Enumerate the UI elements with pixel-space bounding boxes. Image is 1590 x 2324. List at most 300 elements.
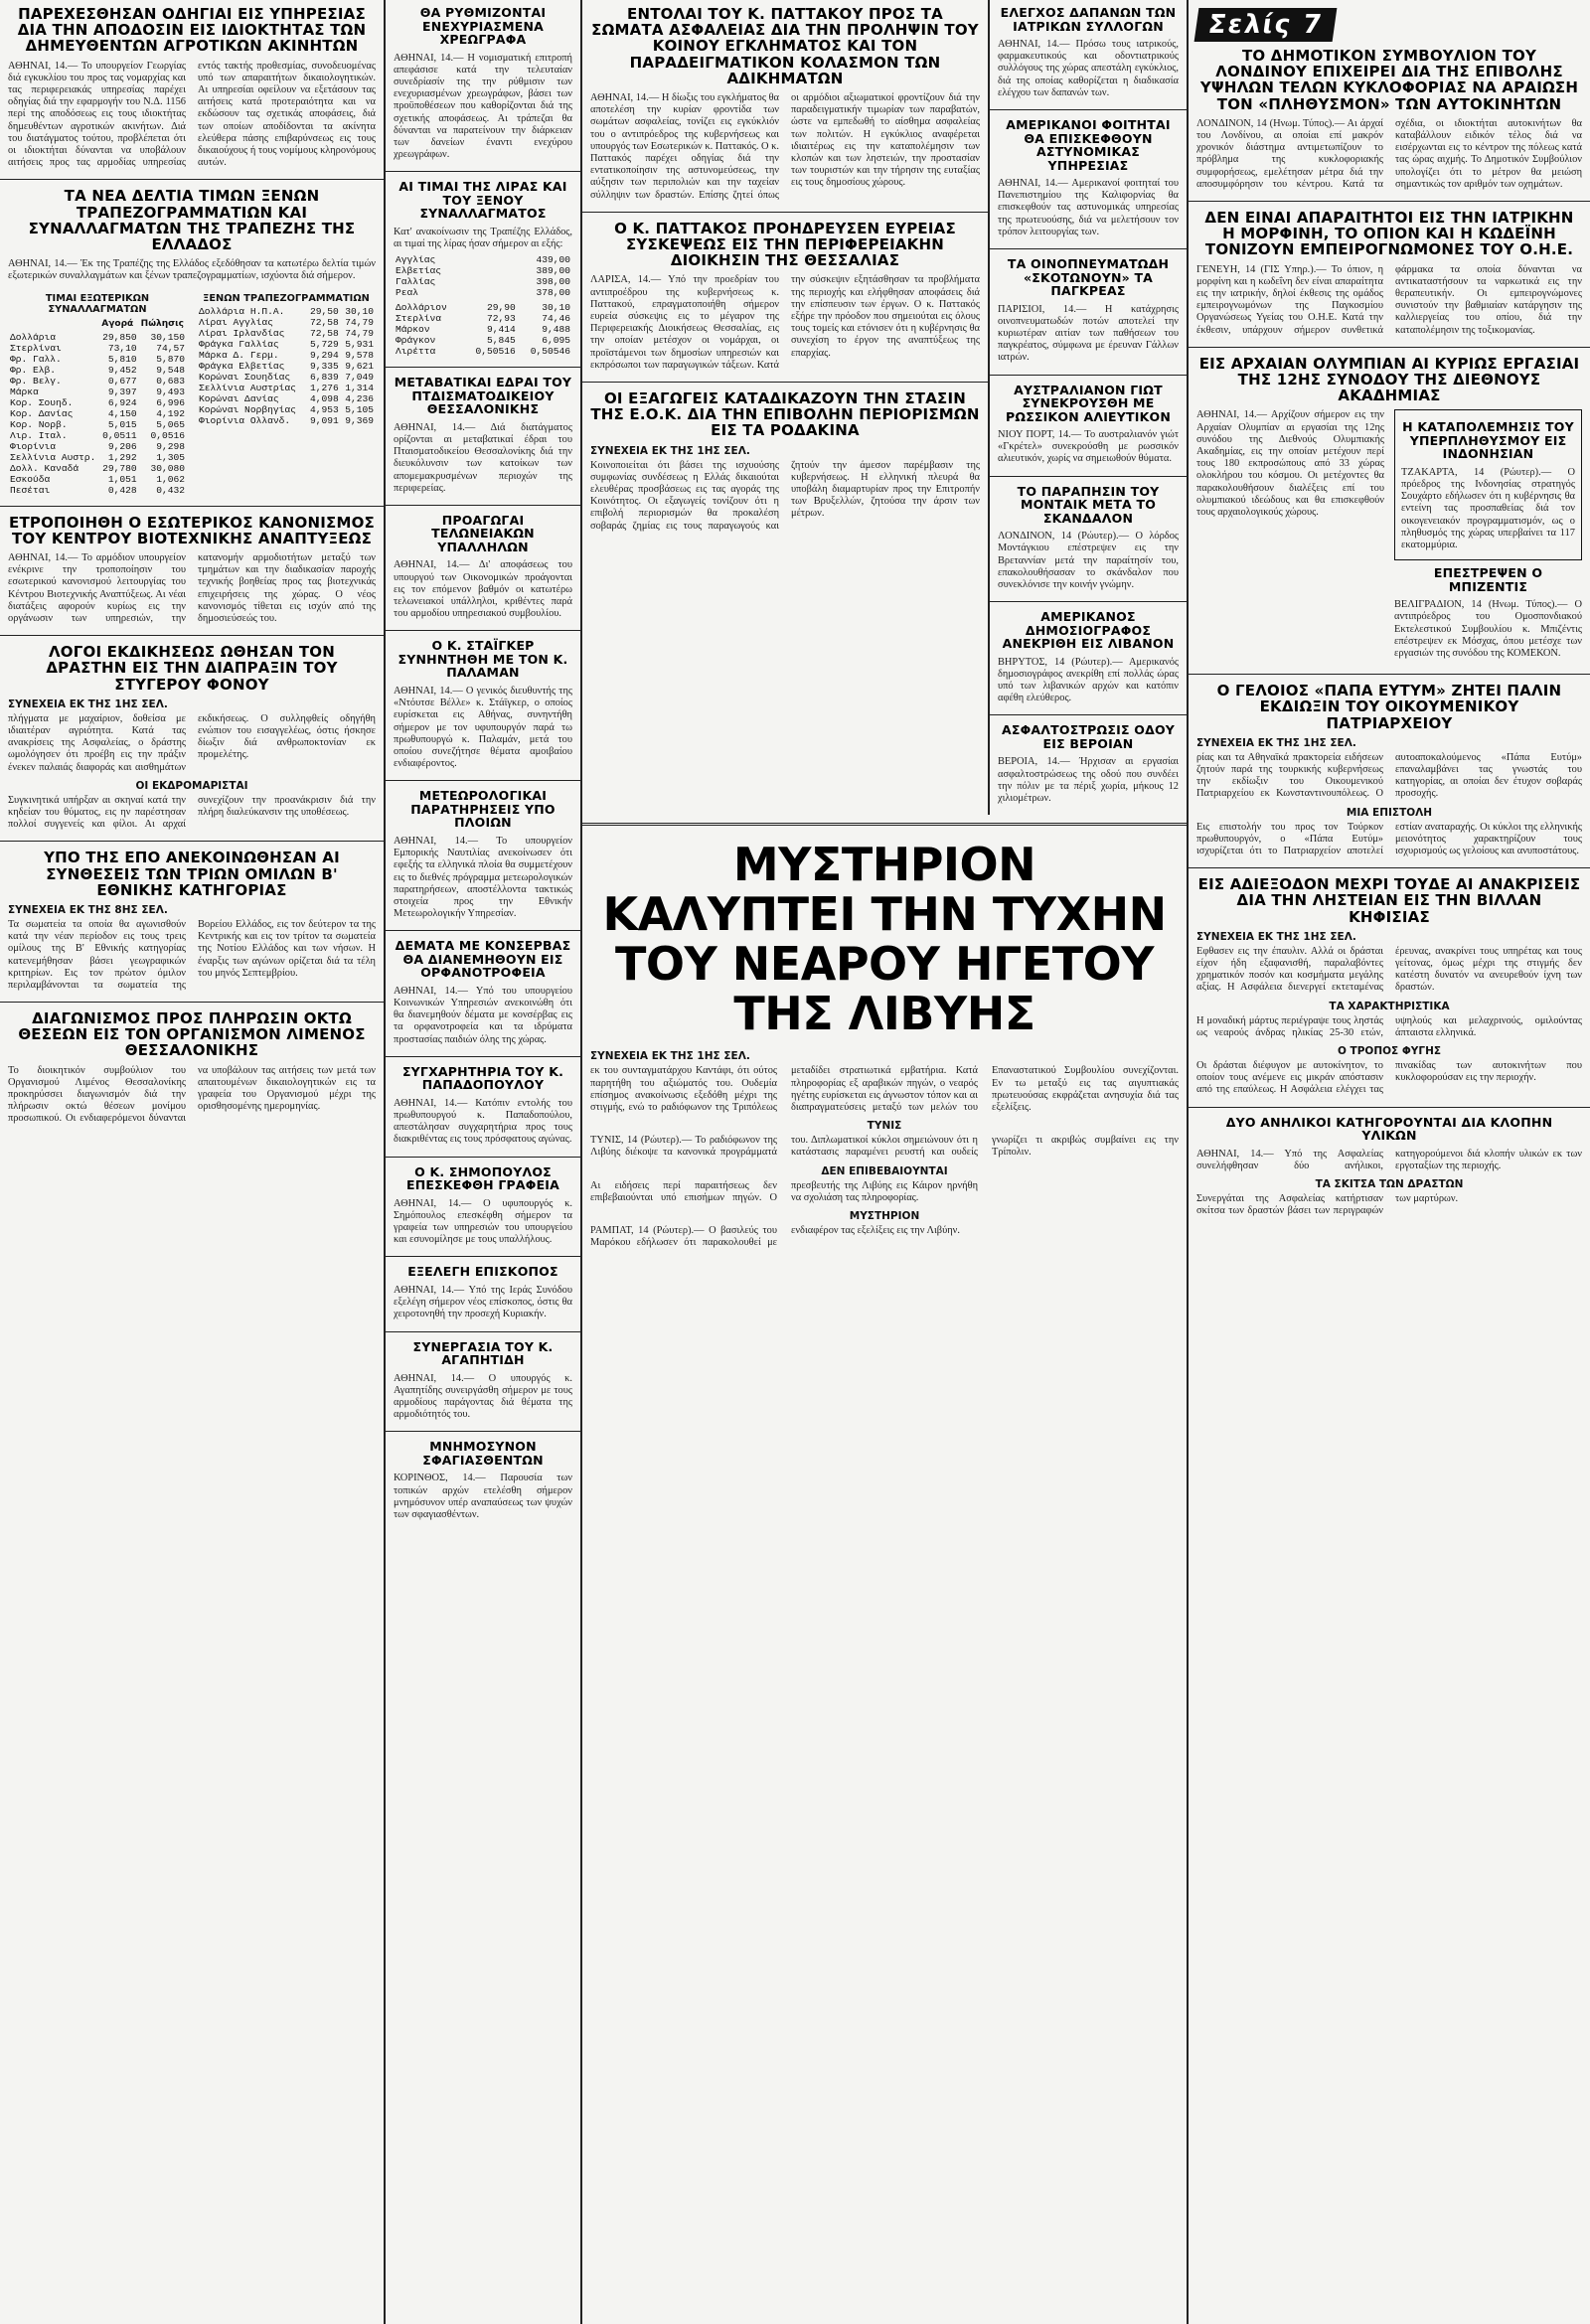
- headline: ΔΙΑΓΩΝΙΣΜΟΣ ΠΡΟΣ ΠΛΗΡΩΣΙΝ ΟΚΤΩ ΘΕΣΕΩΝ ΕΙΣ ΤΟΝ ΟΡΓΑΝΙΣΜΟΝ ΛΙΜΕΝΟΣ ΘΕΣΣΑΛΟΝΙΚΗΣ: [18, 1009, 366, 1060]
- rate-value: 9,369: [345, 414, 374, 426]
- column-2: [386, 0, 580, 2324]
- article-veria-road: [998, 723, 1179, 805]
- rate-value: 72,58: [309, 316, 339, 328]
- rate-value: 9,493: [156, 386, 185, 397]
- rate-value: 1,276: [309, 382, 339, 393]
- column-header: [8, 317, 99, 332]
- rate-value: 6,924: [107, 396, 137, 408]
- article-body: ΒΗΡΥΤΟΣ, 14 (Ρώυτερ).— Αμερικανός δημοσιογράφος ανεκρίθη επί πολλάς ώρας υπό των λιβανικών αρχών και κατόπιν αφέθη ελεύθερος.: [998, 656, 1179, 704]
- rate-value: 5,065: [156, 418, 185, 430]
- table-row: [8, 332, 187, 343]
- rate-value: 0,0511: [102, 429, 137, 441]
- divider: [386, 780, 580, 781]
- rate-value: 9,548: [156, 364, 185, 376]
- rate-value: 7,049: [345, 371, 374, 383]
- table-row: [8, 408, 187, 419]
- headline: ΑΜΕΡΙΚΑΝΟΙ ΦΟΙΤΗΤΑΙ ΘΑ ΕΠΙΣΚΕΦΘΟΥΝ ΑΣΤΥΝΟΜΙΚΑΣ ΥΠΗΡΕΣΙΑΣ: [1006, 117, 1171, 173]
- column-3: [582, 0, 1187, 2324]
- column-1: [0, 0, 384, 2324]
- headline: Ο ΓΕΛΟΙΟΣ «ΠΑΠΑ ΕΥΤΥΜ» ΖΗΤΕΙ ΠΑΛΙΝ ΕΚΔΙΩΞΙΝ ΤΟΥ ΟΙΚΟΥΜΕΝΙΚΟΥ ΠΑΤΡΙΑΡΧΕΙΟΥ: [1216, 682, 1562, 732]
- article-port-competition: [8, 1010, 376, 1126]
- table-row: [197, 393, 376, 404]
- article-body: Εις επιστολήν του προς τον Τούρκον πρωθυπουργόν, ο «Πάπα Ευτύμ» ισχυρίζεται ότι το Πατριαρχείον αποτελεί εστίαν αναταραχής. Οι κύκλοι της ελληνικής μειονότητος χαρακτηρίζουν τους ισχυρισμούς ως γελοίους και ανυποστάτους.: [1196, 821, 1582, 857]
- table-row: [8, 419, 187, 430]
- rate-value: 5,810: [107, 353, 137, 365]
- article-congratulations: [394, 1065, 572, 1147]
- table-row: [197, 306, 376, 317]
- headline: ΟΙ ΕΞΑΓΩΓΕΙΣ ΚΑΤΑΔΙΚΑΖΟΥΝ ΤΗΝ ΣΤΑΣΙΝ ΤΗΣ Ε.Ο.Κ. ΔΙΑ ΤΗΝ ΕΠΙΒΟΛΗΝ ΠΕΡΙΟΡΙΣΜΩΝ ΕΙΣ ΤΑ ΡΟΔΑΚΙΝΑ: [590, 388, 980, 440]
- currency-name: Ρεαλ: [396, 287, 419, 299]
- rate-value: 9,578: [345, 349, 374, 361]
- article-office-visit: [394, 1165, 572, 1247]
- divider: [386, 1256, 580, 1257]
- rate-value: 74,57: [156, 342, 185, 354]
- currency-name: Φρ. Ελβ.: [10, 364, 57, 376]
- currency-name: Φράγκον: [396, 335, 436, 347]
- rate-value: 29,850: [102, 331, 137, 343]
- article-minors-theft: [1196, 1116, 1582, 1218]
- divider: [1189, 347, 1590, 348]
- continued-label: ΣΥΝΕΧΕΙΑ ΕΚ ΤΗΣ 1ΗΣ ΣΕΛ.: [1196, 930, 1356, 943]
- article-body: ΑΘΗΝΑΙ, 14.— Ο υπουργός κ. Αγαπητίδης συνειργάσθη σήμερον με τους αρμοδίους παράγοντας διά θέματα της αρμοδιότητός του.: [394, 1372, 572, 1421]
- table-row: [8, 430, 187, 441]
- headline: ΤΑ ΝΕΑ ΔΕΛΤΙΑ ΤΙΜΩΝ ΞΕΝΩΝ ΤΡΑΠΕΖΟΓΡΑΜΜΑΤΙΩΝ ΚΑΙ ΣΥΝΑΛΛΑΓΜΑΤΩΝ ΤΗΣ ΤΡΑΠΕΖΗΣ ΤΗΣ ΕΛΛΑΔΟΣ: [28, 187, 356, 253]
- article-body: ΚΟΡΙΝΘΟΣ, 14.— Παρουσία των τοπικών αρχών ετελέσθη σήμερον μνημόσυνον υπέρ αναπαύσεως των ψυχών των σφαγιασθέντων.: [394, 1472, 572, 1520]
- article-alcohol-pancreas: [998, 257, 1179, 365]
- divider: [386, 505, 580, 506]
- article-pound-prices: [394, 180, 572, 357]
- article-montagu: [998, 485, 1179, 592]
- rate-value: 0,50546: [530, 346, 570, 358]
- table-row: [197, 372, 376, 383]
- currency-name: Κορώναι Νορβηγίας: [199, 403, 296, 415]
- article-body: ΑΘΗΝΑΙ, 14.— Πρόσω τους ιατρικούς, φαρμακευτικούς και οδοντιατρικούς συλλόγους της χώρας απεστάλη εγκύκλιος, διά της οποίας καθορίζεται η διαδικασία ελέγχου των δαπανών των.: [998, 39, 1179, 98]
- rate-value: 0,428: [107, 484, 137, 496]
- rate-value: 72,93: [486, 313, 516, 325]
- headline: Ο Κ. ΣΤΑΪΓΚΕΡ ΣΥΝΗΝΤΗΘΗ ΜΕ ΤΟΝ Κ. ΠΑΛΑΜΑΝ: [398, 638, 568, 681]
- article-orphanage-parcels: [394, 939, 572, 1046]
- table-row: [394, 313, 572, 324]
- table-row: [8, 485, 187, 496]
- article-body: εκ του συνταγματάρχου Καντάφι, ότι ούτος παρητήθη του αξιώματός του. Ουδεμία επίσημος ανακοίνωσις εξεδόθη μέχρι της στιγμής, ενώ το ραδιόφωνον της Τριπόλεως μεταδίδει στρατιωτικά εμβατήρια. Κατά πληροφορίας εξ αραβικών πηγών, ο νεαρός ηγέτης ευρίσκεται εις άγνωστον τόπον και αι διαπραγματεύσεις μεταξύ των μελών του Επαναστατικού Συμβουλίου συνεχίζονται. Εν τω μεταξύ εις τας αιγυπτιακάς πρωτευούσας εκφράζεται ανησυχία διά τας εξελίξεις.: [590, 1065, 1179, 1113]
- rate-value: 5,729: [309, 338, 339, 350]
- center-right: [990, 0, 1187, 815]
- table-row: [197, 339, 376, 350]
- rate-value: 1,051: [107, 473, 137, 485]
- article-pattakos-thessaly: [590, 221, 980, 372]
- headline: ΕΤΡΟΠΟΙΗΘΗ Ο ΕΣΩΤΕΡΙΚΟΣ ΚΑΝΟΝΙΣΜΟΣ ΤΟΥ ΚΕΝΤΡΟΥ ΒΙΟΤΕΧΝΙΚΗΣ ΑΝΑΠΤΥΞΕΩΣ: [9, 513, 375, 547]
- article-body: Οι δράσται διέφυγον με αυτοκίνητον, το οποίον τους ανέμενε εις μικράν απόστασιν από της επαύλεως. Η Ασφάλεια ελέγχει τας πινακίδας των αυτοκινήτων που κυκλοφορούσαν εις την περιοχήν.: [1196, 1060, 1582, 1096]
- divider: [386, 1157, 580, 1158]
- rate-value: 378,00: [536, 287, 570, 299]
- currency-name: Φράγκα Γαλλίας: [199, 338, 279, 350]
- table-row: [394, 324, 572, 335]
- article-body: ΑΘΗΝΑΙ, 14.— Η δίωξις του εγκλήματος θα αποτελέση την κυρίαν φροντίδα των σωμάτων ασφαλείας, τονίζει εις εγκύκλιόν του ο αντιπρόεδρος της κυβερνήσεως και υπουργός των Εσωτερικών κ. Παττακός. Ο κ. Παττακός παρέχει οδηγίας διά την εντατικοποίησιν της αστυνομεύσεως, την αύξησιν των περιπολιών και την ταχείαν σύλληψιν των δραστών. Επίσης ζητεί όπως οι αρμόδιοι αξιωματικοί φροντίζουν διά την παραδειγματικήν τιμωρίαν των παραβατών, ώστε να εμπεδωθή το αίσθημα ασφαλείας των πολιτών. Η εγκύκλιος αναφέρεται ιδιαιτέρως εις την καταπολέμησιν των κλοπών και των ληστειών, την προστασίαν των τουριστών και την τήρησιν της ευταξίας εις τους δημοσίους χώρους.: [590, 91, 980, 201]
- divider: [386, 1331, 580, 1332]
- article-body: πλήγματα με μαχαίριον, δοθείσα με ιδιαιτέραν αγριότητα. Κατά τας ανακρίσεις της Ασφαλείας, ο δράστης ωμολόγησεν ότι προέβη εις την πράξιν ένεκεν παλαιάς διαφοράς και αισθημάτων εκδικήσεως. Ο συλληφθείς οδηγήθη ενώπιον του εισαγγελέως, όστις ήσκησε δίωξιν διά ανθρωποκτονίαν εκ προμελέτης.: [8, 712, 376, 773]
- continued-label: ΣΥΝΕΧΕΙΑ ΕΚ ΤΗΣ 1ΗΣ ΣΕΛ.: [1196, 736, 1356, 749]
- currency-name: Φιορίνια: [10, 440, 57, 452]
- table-row: [197, 317, 376, 328]
- section-heading: ΤΑ ΣΚΙΤΣΑ ΤΩΝ ΔΡΑΣΤΩΝ: [1315, 1178, 1464, 1191]
- article-pattakos-orders: [590, 6, 980, 202]
- column-4: [1189, 0, 1590, 2324]
- article-customs-promotions: [394, 514, 572, 621]
- table-row: [197, 350, 376, 361]
- section-heading: ΤΥΝΙΣ: [867, 1120, 902, 1133]
- headline: ΜΕΤΕΩΡΟΛΟΓΙΚΑΙ ΠΑΡΑΤΗΡΗΣΕΙΣ ΥΠΟ ΠΛΟΙΩΝ: [410, 788, 556, 831]
- headline: ΜΕΤΑΒΑΤΙΚΑΙ ΕΔΡΑΙ ΤΟΥ ΠΤΔΙΣΜΑΤΟΔΙΚΕΙΟΥ ΘΕΣΣΑΛΟΝΙΚΗΣ: [394, 375, 572, 417]
- rate-value: 389,00: [536, 265, 570, 277]
- currency-name: Λιρ. Ιταλ.: [10, 429, 68, 441]
- article-body: ΑΘΗΝΑΙ, 14.— Αμερικανοί φοιτηταί του Πανεπιστημίου της Καλιφορνίας θα επισκεφθούν τας αστυνομικάς υπηρεσίας της πρωτευούσης, διά να μελετήσουν τον τρόπον λειτουργίας των.: [998, 178, 1179, 237]
- article-body: ΑΘΗΝΑΙ, 14.— Δι' αποφάσεως του υπουργού των Οικονομικών προάγονται εις τον επόμενον βαθμόν οι κατωτέρω τελωνειακοί υπάλληλοι, κριθέντες παρά του αρμοδίου υπηρεσιακού συμβουλίου.: [394, 559, 572, 620]
- divider: [582, 382, 988, 383]
- divider: [0, 1002, 384, 1003]
- article-peach-exports: [590, 390, 980, 533]
- currency-name: Κορ. Δανίας: [10, 407, 74, 419]
- article-body: ΑΘΗΝΑΙ, 14.— Το αρμόδιον υπουργείον ενέκρινε την τροποποίησιν του εσωτερικού κανονισμού λειτουργίας του Κέντρου Βιοτεχνικής Αναπτύξεως. Αι νέαι διατάξεις αφορούν κυρίως εις την οργάνωσιν των υπηρεσιών, την κατανομήν αρμοδιοτήτων μεταξύ των τμημάτων και την διαδικασίαν παροχής τεχνικής βοηθείας προς τας βιοτεχνικάς επιχειρήσεις της χώρας. Ο νέος κανονισμός τίθεται εις ισχύν από της δημοσιεύσεώς του.: [8, 551, 376, 624]
- article-yacht-collision: [998, 384, 1179, 466]
- table-title: ΤΙΜΑΙ ΕΞΩΤΕΡΙΚΩΝ ΣΥΝΑΛΛΑΓΜΑΤΩΝ: [45, 292, 150, 315]
- rate-value: 9,621: [345, 360, 374, 372]
- main-headline: ΜΥΣΤΗΡΙΟΝ ΚΑΛΥΠΤΕΙ ΤΗΝ ΤΥΧΗΝ ΤΟΥ ΝΕΑΡΟΥ ΗΓΕΤΟΥ ΤΗΣ ΛΙΒΥΗΣ: [602, 838, 1167, 1041]
- continued-label: ΣΥΝΕΧΕΙΑ ΕΚ ΤΗΣ 1ΗΣ ΣΕΛ.: [8, 697, 168, 710]
- page-masthead: [1196, 8, 1582, 42]
- rate-value: 439,00: [536, 254, 570, 266]
- article-body: Το διοικητικόν συμβούλιον του Οργανισμού Λιμένος Θεσσαλονίκης προκηρύσσει διαγωνισμόν διά την πλήρωσιν οκτώ θέσεων μονίμου προσωπικού. Οι ενδιαφερόμενοι δύνανται να υποβάλουν τας αιτήσεις των μετά των απαιτουμένων δικαιολογητικών εις τα γραφεία του Οργανισμού μέχρι της ορισθησομένης ημερομηνίας.: [8, 1064, 376, 1125]
- currency-name: Εσκούδα: [10, 473, 51, 485]
- section-heading: ΔΕΝ ΕΠΙΒΕΒΑΙΟΥΝΤΑΙ: [821, 1164, 948, 1177]
- article-court-seats: [394, 376, 572, 495]
- rate-value: 9,206: [107, 440, 137, 452]
- article-row: [1196, 409, 1582, 664]
- divider: [386, 1431, 580, 1432]
- currency-name: Λιρέττα: [396, 346, 436, 358]
- currency-name: Κορώναι Δανίας: [199, 392, 279, 404]
- article-football-groups: [8, 850, 376, 992]
- divider: [990, 476, 1187, 477]
- article-body: ΑΘΗΝΑΙ, 14.— Το υπουργείον Γεωργίας διά εγκυκλίου του προς τας νομαρχίας και τας περιφερειακάς υπηρεσίας παρέχει οδηγίας διά την εφαρμογήν του Ν.Δ. 1156 περί της αποδόσεως εις τους ιδιοκτήτας δημευθέντων αγροτικών ακινήτων. Διά του διατάγματος τούτου, προβλέπεται ότι οι ιδιοκτήται δύνανται να υποβάλουν αιτήσεις προς τας αρμοδίας υπηρεσίας εντός τακτής προθεσμίας, συνοδευομένας υπό των απαραιτήτων δικαιολογητικών. Αι υπηρεσίαι οφείλουν να εξετάσουν τας αιτήσεις κατά προτεραιότητα και να εκδώσουν τας σχετικάς αποφάσεις, διά των οποίων αποδίδονται τα ακίνητα ελεύθερα πάσης επιβαρύνσεως εις τους δικαιούχους ή τους νομίμους κληρονόμους αυτών.: [8, 60, 376, 169]
- article-body: Εφθασεν εις την έπαυλιν. Αλλά οι δράσται είχον ήδη εξαφανισθή, παραλαβόντες χρηματικόν ποσόν και κοσμήματα μεγάλης αξίας. Η Ασφάλεια διενεργεί εκτεταμένας έρευνας, ανακρίνει τους υπηρέτας και τους γείτονας, όμως μέχρι της στιγμής δεν κατέστη δυνατόν να ανευρεθούν ίχνη των δραστών.: [1196, 945, 1582, 994]
- table-row: [394, 287, 572, 298]
- table-row: [394, 335, 572, 346]
- table-row: [8, 463, 187, 474]
- table-row: [197, 404, 376, 415]
- rate-value: 1,314: [345, 382, 374, 393]
- headline: ΠΑΡΕΧΕΣΘΗΣΑΝ ΟΔΗΓΙΑΙ ΕΙΣ ΥΠΗΡΕΣΙΑΣ ΔΙΑ ΤΗΝ ΑΠΟΔΟΣΙΝ ΕΙΣ ΙΔΙΟΚΤΗΤΑΣ ΤΩΝ ΔΗΜΕΥΘΕΝΤΩΝ ΑΓΡΟΤΙΚΩΝ ΑΚΙΝΗΤΩΝ: [17, 5, 367, 56]
- article-body: ΛΑΡΙΣΑ, 14.— Υπό την προεδρίαν του αντιπροέδρου της κυβερνήσεως κ. Παττακού, επραγματοποιήθη σήμερον ευρεία σύσκεψις εις το μέγαρον της Περιφερειακής Διοικήσεως Θεσσαλίας, εις την οποίαν μετέσχον οι νομάρχαι, οι προϊστάμενοι των δημοσίων υπηρεσιών και εκπρόσωποι των παραγωγικών τάξεων. Κατά την σύσκεψιν εξητάσθησαν τα προβλήματα της περιοχής και ελήφθησαν αποφάσεις διά την επίσπευσιν των έργων. Ο κ. Παττακός εξήρε την πρόοδον που σημειούται εις όλους τους τομείς και ετόνισεν ότι η κυβέρνησις θα συνεχίση το έργον της αναπτύξεως της επαρχίας.: [590, 274, 980, 371]
- article-body: ΝΙΟΥ ΠΟΡΤ, 14.— Το αυστραλιανόν γιώτ «Γκρέτελ» συνεκρούσθη με ρωσσικόν αλιευτικόν, χωρίς να σημειωθούν θύματα.: [998, 429, 1179, 465]
- divider: [990, 601, 1187, 602]
- table-row: [8, 376, 187, 387]
- headline: ΤΑ ΟΙΝΟΠΝΕΥΜΑΤΩΔΗ «ΣΚΟΤΩΝΟΥΝ» ΤΑ ΠΑΓΚΡΕΑΣ: [1007, 256, 1170, 299]
- rate-value: 6,095: [542, 335, 570, 347]
- headline: ΕΠΕΣΤΡΕΨΕΝ Ο ΜΠΙΖΕΝΤΙΣ: [1433, 565, 1543, 594]
- center-left: [582, 0, 988, 815]
- table-row: [197, 383, 376, 393]
- boxed-article: [1394, 409, 1582, 560]
- article-revenge-murder: [8, 644, 376, 831]
- rate-value: 74,79: [345, 316, 374, 328]
- headline: ΣΥΓΧΑΡΗΤΗΡΙΑ ΤΟΥ Κ. ΠΑΠΑΔΟΠΟΥΛΟΥ: [401, 1063, 564, 1093]
- table-row: [8, 452, 187, 463]
- article-body: Κοινοποιείται ότι βάσει της ισχυούσης συμφωνίας συνδέσεως η Ελλάς δικαιούται ελευθέρας προσβάσεως εις τας αγοράς της Κοινότητος. Οι εξαγωγείς τονίζουν ότι η επιβολή περιορισμών θα προκαλέση σοβαράς ζημίας εις τους παραγωγούς και ζητούν την άμεσον παρέμβασιν της κυβερνήσεως. Η ελληνική πλευρά θα υποβάλη διαμαρτυρίαν προς την Επιτροπήν των Βρυξελλών, ζητούσα την άρσιν των μέτρων.: [590, 459, 980, 532]
- article-body: ΑΘΗΝΑΙ, 14.— Κατόπιν εντολής του πρωθυπουργού κ. Παπαδοπούλου, απεστάλησαν συγχαρητήρια προς τους διακριθέντας εις τους πρόσφατους αγώνας.: [394, 1097, 572, 1146]
- divider: [1189, 1107, 1590, 1108]
- currency-name: Δολλάριον: [396, 302, 447, 314]
- section-heading: ΤΑ ΧΑΡΑΚΤΗΡΙΣΤΙΚΑ: [1329, 1000, 1450, 1012]
- article-bishop-elected: [394, 1265, 572, 1320]
- divider: [386, 930, 580, 931]
- table-row: [394, 265, 572, 276]
- rate-value: 5,870: [156, 353, 185, 365]
- rate-value: 1,062: [156, 473, 185, 485]
- headline: ΔΕΜΑΤΑ ΜΕ ΚΟΝΣΕΡΒΑΣ ΘΑ ΔΙΑΝΕΜΗΘΟΥΝ ΕΙΣ ΟΡΦΑΝΟΤΡΟΦΕΙΑ: [395, 938, 571, 981]
- headline: Η ΚΑΤΑΠΟΛΕΜΗΣΙΣ ΤΟΥ ΥΠΕΡΠΛΗΘΥΣΜΟΥ ΕΙΣ ΙΝΔΟΝΗΣΙΑΝ: [1402, 419, 1574, 462]
- article-cooperation: [394, 1340, 572, 1422]
- divider: [0, 841, 384, 842]
- article-kifissia-robbery: [1196, 876, 1582, 1096]
- currency-name: Κορ. Σουηδ.: [10, 396, 74, 408]
- section-heading: Ο ΤΡΟΠΟΣ ΦΥΓΗΣ: [1337, 1045, 1442, 1058]
- divider: [990, 714, 1187, 715]
- rate-value: 9,397: [107, 386, 137, 397]
- section-heading: ΜΙΑ ΕΠΙΣΤΟΛΗ: [1346, 806, 1433, 819]
- rate-value: 9,091: [309, 414, 339, 426]
- divider: [386, 1056, 580, 1057]
- headline: ΕΛΕΓΧΟΣ ΔΑΠΑΝΩΝ ΤΩΝ ΙΑΤΡΙΚΩΝ ΣΥΛΛΟΓΩΝ: [1000, 5, 1177, 34]
- rate-value: 73,10: [107, 342, 137, 354]
- currency-name: Λίραι Ιρλανδίας: [199, 327, 285, 339]
- article-body: ΓΕΝΕΥΗ, 14 (ΓΙΣ Υπηρ.).— Το όπιον, η μορφίνη και η κωδεΐνη δεν είναι απαραίτητα εις την ιατρικήν, δηλοί έκθεσις της ομάδος εμπειρογνωμόνων της Παγκοσμίου Οργανώσεως Υγείας του Ο.Η.Ε. Κατά την έκθεσιν, υπάρχουν σήμερον συνθετικά φάρμακα τα οποία δύνανται να αντικαταστήσουν τα ναρκωτικά εις την θεραπευτικήν. Οι εμπειρογνώμονες συνιστούν την βαθμιαίαν κατάργησιν της καλλιεργείας του οπίου, διά την καταπολέμησιν της τοξικομανίας.: [1196, 263, 1582, 336]
- column-header: Αγορά: [101, 318, 134, 329]
- continued-label: ΣΥΝΕΧΕΙΑ ΕΚ ΤΗΣ 8ΗΣ ΣΕΛ.: [8, 903, 168, 916]
- article-papa-eftim: [1196, 683, 1582, 857]
- headline: ΑΙ ΤΙΜΑΙ ΤΗΣ ΛΙΡΑΣ ΚΑΙ ΤΟΥ ΞΕΝΟΥ ΣΥΝΑΛΛΑΓΜΑΤΟΣ: [398, 179, 567, 222]
- headline: ΛΟΓΟΙ ΕΚΔΙΚΗΣΕΩΣ ΩΘΗΣΑΝ ΤΟΝ ΔΡΑΣΤΗΝ ΕΙΣ ΤΗΝ ΔΙΑΠΡΑΞΙΝ ΤΟΥ ΣΤΥΓΕΡΟΥ ΦΟΝΟΥ: [46, 643, 338, 694]
- rate-value: 9,298: [156, 440, 185, 452]
- article-ship-weather: [394, 789, 572, 920]
- article-body: ΒΕΡΟΙΑ, 14.— Ήρχισαν αι εργασίαι ασφαλτοστρώσεως της οδού που συνδέει την πόλιν με τα πέριξ χωρία, μήκους 12 χιλιομέτρων.: [998, 756, 1179, 805]
- pound-table: [394, 254, 572, 298]
- article-libya-mystery: [590, 840, 1179, 1249]
- article-body: Αι ειδήσεις περί παραιτήσεως δεν επιβεβαιούνται υπό επισήμων πηγών. Ο πρεσβευτής της Λιβύης εις Κάιρον ηρνήθη να σχολιάση τας πληροφορίας.: [590, 1179, 978, 1203]
- foreign-exchange-table: [8, 287, 187, 496]
- rate-value: 4,953: [309, 403, 339, 415]
- article-body: Κατ' ανακοίνωσιν της Τραπέζης Ελλάδος, αι τιμαί της λίρας ήσαν σήμερον αι εξής:: [394, 226, 572, 250]
- rate-value: 29,50: [309, 305, 339, 317]
- divider: [990, 109, 1187, 110]
- article-body: ΑΘΗΝΑΙ, 14.— Ο γενικός διευθυντής της «Ντόυτσε Βέλλε» κ. Στάϊγκερ, ο οποίος ευρίσκεται εις Αθήνας, συνηντήθη σήμερον με τον υφυπουργόν παρά τω πρωθυπουργώ κ. Παλαμάν, μετά του οποίου συνεζήτησε θέματα αμοιβαίου ενδιαφέροντος.: [394, 685, 572, 770]
- center-top: [582, 0, 1187, 815]
- rate-value: 30,10: [542, 302, 570, 314]
- article-body: ΑΘΗΝΑΙ, 14.— Η νομισματική επιτροπή απεφάσισε κατά την τελευταίαν συνεδρίασίν της την ρύθμισιν των ενεχυριασμένων χρεωγράφων, βάσει των προϋποθέσεων που καθορίζονται διά της σχετικής αποφάσεως. Αι τράπεζαι θα δύνανται να παρατείνουν την διάρκειαν των δανείων έναντι ενεχύρου χρεωγράφων.: [394, 52, 572, 161]
- currency-name: Σελλίνια Αυστρ.: [10, 451, 96, 463]
- article-agricultural-property: [8, 6, 376, 169]
- rate-value: 0,0516: [150, 429, 185, 441]
- rate-value: 29,90: [486, 302, 516, 314]
- rate-value: 5,015: [107, 418, 137, 430]
- currency-table: [394, 302, 572, 357]
- article-steiger-meeting: [394, 639, 572, 770]
- table-row: [8, 441, 187, 452]
- rate-value: 1,292: [107, 451, 137, 463]
- rates-table: [8, 317, 187, 496]
- divider: [1189, 201, 1590, 202]
- currency-name: Δολλ. Καναδά: [10, 462, 80, 474]
- article-body: ΑΘΗΝΑΙ, 14.— Υπό της Ιεράς Συνόδου εξελέγη σήμερον νέος επίσκοπος, όστις θα χειροτονηθή την προσεχή Κυριακήν.: [394, 1284, 572, 1320]
- article-body: ΒΕΛΙΓΡΑΔΙΟΝ, 14 (Ηνωμ. Τύπος).— Ο αντιπρόεδρος του Ομοσπονδιακού Εκτελεστικού Συμβουλίου κ. Μπιζέντις επέστρεψεν εκ Μόσχας, όπου μετέσχε των εργασιών της συνόδου της ΚΟΜΕΚΟΝ.: [1394, 599, 1582, 660]
- rate-value: 9,488: [542, 324, 570, 336]
- currency-name: Μάρκον: [396, 324, 430, 336]
- article-craft-centre: [8, 515, 376, 626]
- article-body: ΑΘΗΝΑΙ, 14.— Ο υφυπουργός κ. Σημόπουλος επεσκέφθη σήμερον τα γραφεία των υπηρεσιών του υπουργείου και εσυνομίλησε με τους υπαλλήλους.: [394, 1197, 572, 1246]
- currency-name: Στερλίνα: [396, 313, 442, 325]
- article-body: Η μοναδική μάρτυς περιέγραψε τους ληστάς ως νεαρούς άνδρας ηλικίας 25-30 ετών, υψηλούς και μελαχρινούς, ομιλούντας άπταιστα ελληνικά.: [1196, 1014, 1582, 1038]
- headline: ΑΜΕΡΙΚΑΝΟΣ ΔΗΜΟΣΙΟΓΡΑΦΟΣ ΑΝΕΚΡΙΘΗ ΕΙΣ ΛΙΒΑΝΟΝ: [1002, 609, 1175, 652]
- headline: ΠΡΟΑΓΩΓΑΙ ΤΕΛΩΝΕΙΑΚΩΝ ΥΠΑΛΛΗΛΩΝ: [431, 512, 535, 554]
- article-pledged-securities: [394, 6, 572, 161]
- rate-value: 4,236: [345, 392, 374, 404]
- divider: [1189, 867, 1590, 868]
- column-header: Πώλησις: [140, 318, 184, 329]
- article-body: ΛΟΝΔΙΝΟΝ, 14 (Ρώυτερ).— Ο λόρδος Μοντάγκιου επέστρεψεν εις την Βρεταννίαν μετά την παραίτησίν του, επακολουθήσασαν το σκάνδαλον που συνεκλόνισε την κοινήν γνώμην.: [998, 531, 1179, 590]
- table-row: [8, 365, 187, 376]
- rate-value: 1,305: [156, 451, 185, 463]
- table-row: [197, 361, 376, 372]
- rate-value: 74,46: [542, 313, 570, 325]
- article-intro: ΑΘΗΝΑΙ, 14.— Ἐκ της Τραπέζης της Ελλάδος εξεδόθησαν τα κατωτέρω δελτία τιμών εξωτερικών συναλλαγμάτων και ξένων τραπεζογραμματίων, ισχύοντα διά σήμερον.: [8, 258, 376, 282]
- article-body: Συνεργάται της Ασφαλείας κατήρτισαν σκίτσα των δραστών βάσει των περιγραφών των μαρτύρων.: [1196, 1193, 1459, 1217]
- currency-name: Δολλάρια Η.Π.Α.: [199, 305, 285, 317]
- currency-name: Φρ. Γαλλ.: [10, 353, 62, 365]
- article-medical-expenses: [998, 6, 1179, 99]
- divider: [0, 179, 384, 180]
- currency-name: Κορώναι Σουηδίας: [199, 371, 291, 383]
- rate-value: 6,996: [156, 396, 185, 408]
- article-memorial: [394, 1440, 572, 1521]
- table-title: ΞΕΝΩΝ ΤΡΑΠΕΖΟΓΡΑΜΜΑΤΙΩΝ: [203, 292, 370, 304]
- rate-value: 5,845: [486, 335, 516, 347]
- currency-name: Φράγκα Ελβετίας: [199, 360, 285, 372]
- article-body: ΠΑΡΙΣΙΟΙ, 14.— Η κατάχρησις οινοπνευματωδών ποτών αποτελεί την κυριωτέραν αιτίαν των παθήσεων του παγκρέατος, σύμφωνα με έρευναν Γάλλων ιατρών.: [998, 303, 1179, 364]
- headline: ΤΟ ΔΗΜΟΤΙΚΟΝ ΣΥΜΒΟΥΛΙΟΝ ΤΟΥ ΛΟΝΔΙΝΟΥ ΕΠΙΧΕΙΡΕΙ ΔΙΑ ΤΗΣ ΕΠΙΒΟΛΗΣ ΥΨΗΛΩΝ ΤΕΛΩΝ ΚΥΚΛΟΦΟΡΙΑΣ ΝΑ ΑΡΑΙΩΣΗ ΤΟΝ «ΠΛΗΘΥΣΜΟΝ» ΤΩΝ ΑΥΤΟΚΙΝΗΤΩΝ: [1199, 47, 1579, 113]
- headline: ΑΥΣΤΡΑΛΙΑΝΟΝ ΓΙΩΤ ΣΥΝΕΚΡΟΥΣΘΗ ΜΕ ΡΩΣΣΙΚΟΝ ΑΛΙΕΥΤΙΚΟΝ: [1006, 382, 1171, 424]
- article-body: ΤΖΑΚΑΡΤΑ, 14 (Ρώυτερ).— Ο πρόεδρος της Ινδονησίας στρατηγός Σουχάρτο εδήλωσεν ότι η κυβέρνησις θα εντείνη τας προσπαθείας διά τον οικογενειακόν προγραμματισμόν, ως ο πληθυσμός της χώρας υπερβαίνει τα 117 εκατομμύρια.: [1401, 466, 1575, 551]
- rate-value: 9,294: [309, 349, 339, 361]
- currency-name: Δολλάρια: [10, 331, 57, 343]
- side-articles: [1394, 409, 1582, 664]
- headline: Ο Κ. ΣΗΜΟΠΟΥΛΟΣ ΕΠΕΣΚΕΦΘΗ ΓΡΑΦΕΙΑ: [405, 1163, 560, 1193]
- divider: [0, 635, 384, 636]
- article-olympic-academy: [1196, 356, 1582, 665]
- currency-name: Πεσέται: [10, 484, 51, 496]
- rate-value: 4,150: [107, 407, 137, 419]
- page-number-label: Σελίς 7: [1194, 8, 1338, 42]
- table-row: [8, 354, 187, 365]
- divider: [990, 248, 1187, 249]
- table-row: [8, 387, 187, 397]
- divider: [582, 823, 1187, 826]
- notes-table: [197, 306, 376, 426]
- table-row: [8, 474, 187, 485]
- rate-value: 9,452: [107, 364, 137, 376]
- table-row: [8, 343, 187, 354]
- currency-name: Γαλλίας: [396, 276, 436, 288]
- rate-value: 4,192: [156, 407, 185, 419]
- divider: [386, 171, 580, 172]
- article-body: ΛΟΝΔΙΝΟΝ, 14 (Ηνωμ. Τύπος).— Αι άρχαί του Λονδίνου, αι οποίαι επί μακρόν χρονικόν διάστημα αντιμετωπίζουν το πρόβλημα της κυκλοφοριακής συμφορήσεως, εμελέτησαν μέτρα διά την αποσυμφόρησιν του κέντρου. Κατά τα σχέδια, οι ιδιοκτήται αυτοκινήτων θα καταβάλλουν ειδικόν τέλος διά να εισέρχωνται εις το κέντρον της πόλεως κατά τας ώρας αιχμής. Το Δημοτικόν Συμβούλιον υπολογίζει ότι το μέτρον θα μειώση σημαντικώς τον αριθμόν των οχημάτων.: [1196, 117, 1582, 190]
- headline: ΕΞΕΛΕΓΗ ΕΠΙΣΚΟΠΟΣ: [407, 1264, 558, 1280]
- rates-tables: [8, 287, 376, 496]
- headline: ΘΑ ΡΥΘΜΙΖΟΝΤΑΙ ΕΝΕΧΥΡΙΑΣΜΕΝΑ ΧΡΕΩΓΡΑΦΑ: [419, 5, 547, 47]
- rate-value: 6,839: [309, 371, 339, 383]
- currency-name: Μάρκα Δ. Γερμ.: [199, 349, 279, 361]
- article-body: ρίας και τα Αθηναϊκά πρακτορεία ειδήσεων ζητούν παρά της τουρκικής κυβερνήσεως την εκδίωξιν του Οικουμενικού Πατριαρχείου εκ Κωνσταντινουπόλεως. Ο αυτοαποκαλούμενος «Πάπα Ευτύμ» επαναλαμβάνει τας γνωστάς του κατηγορίας, αι οποίαι δεν έτυχον σοβαράς προσοχής.: [1196, 751, 1582, 800]
- article-london-traffic: [1196, 48, 1582, 191]
- rate-value: 5,105: [345, 403, 374, 415]
- headline: ΔΕΝ ΕΙΝΑΙ ΑΠΑΡΑΙΤΗΤΟΙ ΕΙΣ ΤΗΝ ΙΑΤΡΙΚΗΝ Η ΜΟΡΦΙΝΗ, ΤΟ ΟΠΙΟΝ ΚΑΙ Η ΚΩΔΕΪΝΗ ΤΟΝΙΖΟΥΝ ΕΜΠΕΙΡΟΓΝΩΜΟΝΕΣ ΤΟΥ Ο.Η.Ε.: [1204, 208, 1574, 259]
- rate-value: 0,432: [156, 484, 185, 496]
- divider: [1189, 674, 1590, 675]
- currency-name: Μάρκα: [10, 386, 39, 397]
- divider: [582, 212, 988, 213]
- article-morphine-un: [1196, 210, 1582, 337]
- article-body: ΑΘΗΝΑΙ, 14.— Το υπουργείον Εμπορικής Ναυτιλίας ανεκοίνωσεν ότι εφεξής τα ελληνικά πλοία θα συμμετέχουν εις το διεθνές πρόγραμμα μετεωρολογικών παρατηρήσεων, αποστέλλοντα τακτικώς στοιχεία προς την Εθνικήν Μετεωρολογικήν Υπηρεσίαν.: [394, 835, 572, 920]
- currency-name: Σελλίνια Αυστρίας: [199, 382, 296, 393]
- headline: ΜΝΗΜΟΣΥΝΟΝ ΣΦΑΓΙΑΣΘΕΝΤΩΝ: [422, 1439, 544, 1468]
- continued-label: ΣΥΝΕΧΕΙΑ ΕΚ ΤΗΣ 1ΗΣ ΣΕΛ.: [590, 1050, 750, 1063]
- table-row: [394, 346, 572, 357]
- article-body: ΑΘΗΝΑΙ, 14.— Υπό της Ασφαλείας συνελήφθησαν δύο ανήλικοι, κατηγορούμενοι διά κλοπήν υλικών εκ των εργοταξίων της περιοχής.: [1196, 1148, 1582, 1171]
- headline: ΕΙΣ ΑΔΙΕΞΟΔΟΝ ΜΕΧΡΙ ΤΟΥΔΕ ΑΙ ΑΝΑΚΡΙΣΕΙΣ ΔΙΑ ΤΗΝ ΛΗΣΤΕΙΑΝ ΕΙΣ ΤΗΝ ΒΙΛΛΑΝ ΚΗΦΙΣΙΑΣ: [1197, 875, 1581, 926]
- headline: ΕΙΣ ΑΡΧΑΙΑΝ ΟΛΥΜΠΙΑΝ ΑΙ ΚΥΡΙΩΣ ΕΡΓΑΣΙΑΙ ΤΗΣ 12ΗΣ ΣΥΝΟΔΟΥ ΤΗΣ ΔΙΕΘΝΟΥΣ ΑΚΑΔΗΜΙΑΣ: [1198, 354, 1580, 405]
- rate-value: 398,00: [536, 276, 570, 288]
- rate-value: 5,931: [345, 338, 374, 350]
- section-heading: ΜΥΣΤΗΡΙΟΝ: [849, 1209, 920, 1222]
- rate-value: 30,150: [150, 331, 185, 343]
- article-journalist-lebanon: [998, 610, 1179, 704]
- headline: ΥΠΟ ΤΗΣ ΕΠΟ ΑΝΕΚΟΙΝΩΘΗΣΑΝ ΑΙ ΣΥΝΘΕΣΕΙΣ ΤΩΝ ΤΡΙΩΝ ΟΜΙΛΩΝ Β' ΕΘΝΙΚΗΣ ΚΑΤΗΓΟΡΙΑΣ: [44, 849, 340, 899]
- currency-name: Φρ. Βελγ.: [10, 375, 62, 387]
- rate-value: 0,683: [156, 375, 185, 387]
- headline: ΤΟ ΠΑΡΑΠΗΣΙΝ ΤΟΥ ΜΟΝΤΑΙΚ ΜΕΤΑ ΤΟ ΣΚΑΝΔΑΛΟΝ: [1017, 483, 1160, 526]
- currency-name: Ελβετίας: [396, 265, 442, 277]
- banknotes-table: [197, 287, 376, 496]
- article-body: ΑΘΗΝΑΙ, 14.— Υπό του υπουργείου Κοινωνικών Υπηρεσιών ανεκοινώθη ότι θα διανεμηθούν δέματα με κονσέρβας εις τα ορφανοτροφεία και τα ιδρύματα προστασίας παιδιών όλης της χώρας.: [394, 985, 572, 1045]
- table-row: [8, 397, 187, 408]
- section-heading: ΟΙ ΕΚΔΡΟΜΑΡΙΣΤΑΙ: [135, 779, 248, 792]
- rate-value: 4,098: [309, 392, 339, 404]
- currency-name: Αγγλίας: [396, 254, 436, 266]
- table-row: [394, 276, 572, 287]
- article-body: ΡΑΜΠΑΤ, 14 (Ρώυτερ).— Ο βασιλεύς του Μαρόκου εδήλωσεν ότι παρακολουθεί με ενδιαφέρον τας εξελίξεις εις την Λιβύην.: [590, 1224, 960, 1249]
- currency-name: Στερλίναι: [10, 342, 62, 354]
- headline: Ο Κ. ΠΑΤΤΑΚΟΣ ΠΡΟΗΔΡΕΥΣΕΝ ΕΥΡΕΙΑΣ ΣΥΣΚΕΨΕΩΣ ΕΙΣ ΤΗΝ ΠΕΡΙΦΕΡΕΙΑΚΗΝ ΔΙΟΙΚΗΣΙΝ ΤΗΣ ΘΕΣΣΑΛΙΑΣ: [614, 219, 956, 270]
- headline: ΔΥΟ ΑΝΗΛΙΚΟΙ ΚΑΤΗΓΟΡΟΥΝΤΑΙ ΔΙΑ ΚΛΟΠΗΝ ΥΛΙΚΩΝ: [1225, 1114, 1553, 1144]
- headline: ΣΥΝΕΡΓΑΣΙΑ ΤΟΥ Κ. ΑΓΑΠΗΤΙΔΗ: [412, 1338, 554, 1368]
- table-row: [197, 328, 376, 339]
- divider: [386, 630, 580, 631]
- article-body: ΑΘΗΝΑΙ, 14.— Διά διατάγματος ορίζονται αι μεταβατικαί έδραι του Πταισματοδικείου Θεσσαλονίκης διά την διευκόλυνσιν των κατοίκων των απομεμακρυσμένων περιοχών της περιφερείας.: [394, 421, 572, 494]
- currency-name: Λίραι Αγγλίας: [199, 316, 273, 328]
- divider: [990, 375, 1187, 376]
- rate-value: 30,10: [345, 305, 374, 317]
- headline: ΑΣΦΑΛΤΟΣΤΡΩΣΙΣ ΟΔΟΥ ΕΙΣ ΒΕΡΟΙΑΝ: [1001, 722, 1176, 751]
- continued-label: ΣΥΝΕΧΕΙΑ ΕΚ ΤΗΣ 1ΗΣ ΣΕΛ.: [590, 444, 750, 457]
- divider: [0, 506, 384, 507]
